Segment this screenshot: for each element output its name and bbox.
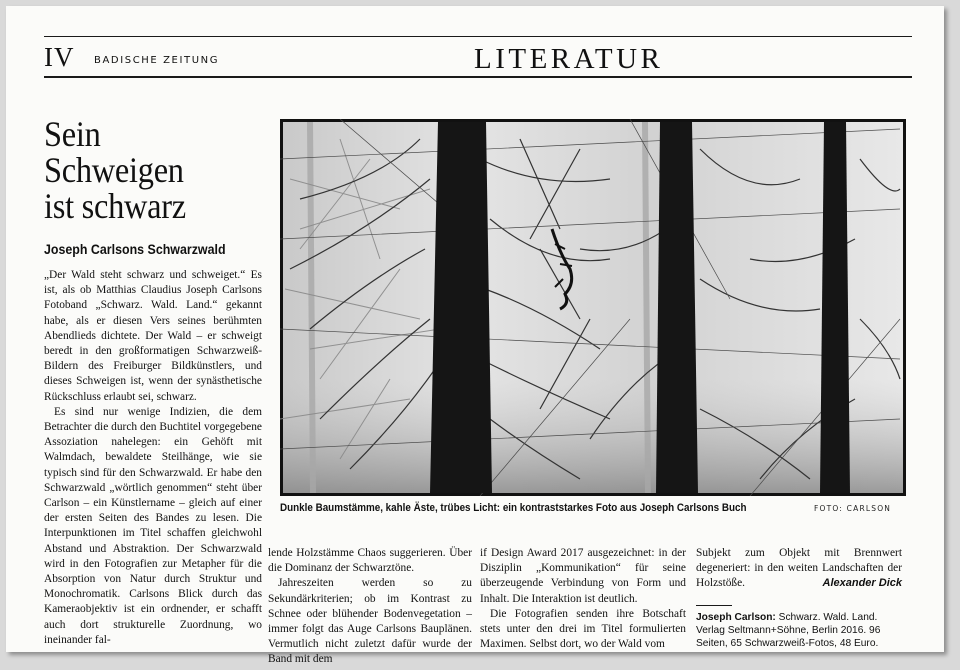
subheadline: Joseph Carlsons Schwarzwald: [44, 242, 226, 257]
forest-photo: [280, 119, 906, 496]
paragraph: Die Fotografien senden ihre Botschaft stets unter den drei im Titel formulierten Maximen. Selbst dort, wo der Wald vom: [480, 607, 686, 651]
headline-line-1: Sein: [44, 114, 101, 154]
photo-caption: Dunkle Baumstämme, kahle Äste, trübes Licht: ein kontraststarkes Foto aus Joseph Carlsons Buch: [280, 502, 747, 514]
newspaper-page: [6, 6, 944, 666]
article-column-4: [696, 546, 902, 592]
paragraph: „Der Wald steht schwarz und schweiget.“ Es ist, als ob Matthias Claudius Joseph Carlsons Fotoband „Schwarz. Wald. Land.“ gekannt habe, als er diesen Vers seines berühmten Abendlieds dichtete. Der Wald – er schweigt beredt in den großformatigen Schwarzweiß-Bildern des Freiburger Bildkünstlers, und dieses Schweigen ist, wenn der synästhetische Rückschluss erlaubt sei, schwarz.: [44, 269, 262, 403]
newspaper-name: BADISCHE ZEITUNG: [94, 55, 220, 66]
book-info-rule: [696, 605, 732, 606]
article-column-3: [480, 546, 686, 652]
header-bottom-rule: [44, 76, 912, 78]
book-author: Joseph Carlson:: [696, 612, 776, 623]
headline-line-3: ist schwarz: [44, 186, 186, 226]
photo-credit: FOTO: CARLSON: [814, 504, 892, 513]
paragraph: if Design Award 2017 ausgezeichnet: in der Disziplin „Kommunikation“ für seine überzeugende Verbindung von Form und Inhalt. Die Interaktion ist deutlich.: [480, 547, 686, 605]
book-info: [696, 611, 906, 650]
headline: [44, 116, 242, 224]
section-title: LITERATUR: [474, 43, 664, 75]
article-column-1: [44, 268, 262, 648]
author-signature: Alexander Dick: [822, 577, 902, 590]
paragraph: lende Holzstämme Chaos suggerieren. Über die Dominanz der Schwarztöne.: [268, 547, 472, 575]
paragraph: Jahreszeiten werden so zu Sekundärkriterien; ob im Kontrast zu Schnee oder blühender Bodenvegetation – immer folgt das Auge Carlsons Bauplänen. Vermutlich nicht zuletzt dafür wurde der Band mit dem: [268, 577, 472, 666]
forest-photo-image: [280, 119, 906, 496]
header-top-rule: [44, 36, 912, 37]
paragraph: [696, 546, 902, 592]
article-column-2: [268, 546, 472, 668]
page-number: IV: [44, 42, 75, 72]
book-details: Schwarz. Wald. Land. Verlag Seltmann+Söhne, Berlin 2016. 96 Seiten, 65 Schwarzweiß-Fotos, 48 Euro.: [696, 612, 881, 649]
paragraph: Es sind nur wenige Indizien, die dem Betrachter die durch den Buchtitel vorgegebene Assoziation nahelegen: ein Gehöft mit Walmdach, bewaldete Steilhänge, wie sie typisch sind für den Schwarzwald. Er habe den Schwarzwald „wörtlich genommen“ steht über Carlson – ein Künstlername – gleich auf einer der ersten Seiten des Bandes zu lesen. Die Interpunktionen im Titel schaffen gleichwohl Abstand und Abstraktion. Der Schwarzwald wird in den Fotografien zur Metapher für die Absorption von Natur durch Struktur und Monochromatik. Carlsons Blick durch das Kameraobjektiv ist ein ordnender, er schafft auch dort strukturelle Zuordnung, wo ineinander fal-: [44, 405, 262, 646]
headline-line-2: Schweigen: [44, 150, 184, 190]
paragraph-text: Subjekt zum Objekt mit Brennwert degeneriert: in den weiten Landschaften der Holzstöße.: [696, 547, 902, 590]
